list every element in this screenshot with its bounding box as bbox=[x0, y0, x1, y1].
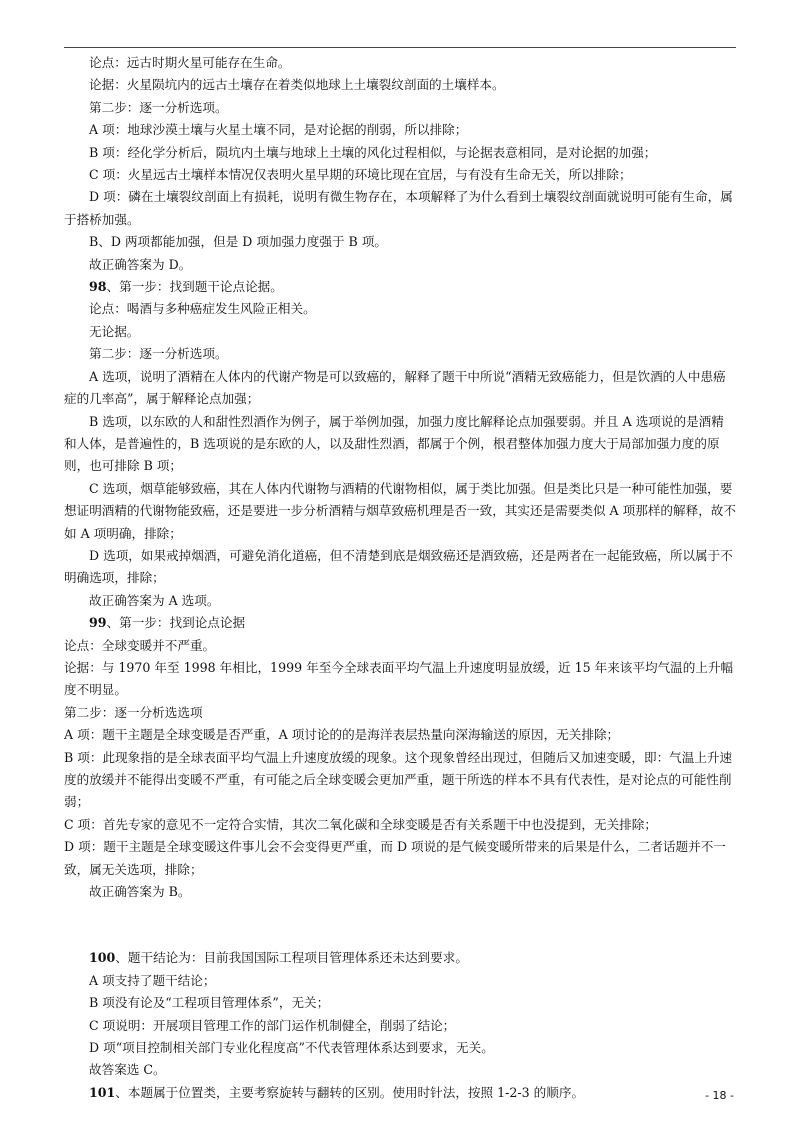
paragraph: B 选项，以东欧的人和甜性烈酒作为例子，属于举例加强，加强力度比解释论点加强要弱。并且 A 选项说的是酒精和人体，是普遍性的，B 选项说的是东欧的人，以及甜性烈酒，都属于个例，根君整体加强力度大于局部加强力度的原则，也可排除 B 项； bbox=[64, 413, 724, 474]
paragraph: B、D 两项都能加强，但是 D 项加强力度强于 B 项。 bbox=[89, 234, 388, 250]
paragraph: C 项：火星远古土壤样本情况仅表明火星早期的环境比现在宜居，与有没有生命无关，所以排除； bbox=[89, 167, 632, 183]
section-gap bbox=[64, 903, 736, 947]
paragraph: 故正确答案为 A 选项。 bbox=[89, 592, 220, 608]
page-number: - 18 - bbox=[705, 1089, 734, 1102]
paragraph: 论据：与 1970 年至 1998 年相比，1999 年至今全球表面平均气温上升速度明显放缓，近 15 年来该平均气温的上升幅度不明显。 bbox=[64, 659, 734, 698]
question-number: 98 bbox=[89, 279, 107, 295]
paragraph: D 项：题干主题是全球变暖这件事儿会不会变得更严重，而 D 项说的是气候变暖所带来的后果是什么，二者话题并不一致，属无关选项，排除； bbox=[64, 839, 726, 877]
paragraph: 故答案选 C。 bbox=[89, 1062, 166, 1078]
question-98-head: 98、第一步：找到题干论点论据。 bbox=[89, 279, 283, 295]
paragraph: A 项：题干主题是全球变暖是否严重，A 项讨论的的是海洋表层热量向深海输送的原因，无关排除； bbox=[64, 727, 620, 743]
paragraph: D 选项，如果戒掉烟酒，可避免消化道癌，但不清楚到底是烟致癌还是酒致癌，还是两者在一起能致癌，所以属于不明确选项，排除； bbox=[64, 547, 733, 586]
paragraph: 第二步：逐一分析选项。 bbox=[89, 346, 228, 362]
paragraph: 故正确答案为 B。 bbox=[89, 884, 191, 900]
page-body bbox=[64, 52, 736, 1104]
paragraph: A 选项，说明了酒精在人体内的代谢产物是可以致癌的，解释了题干中所说“酒精无致癌能力，但是饮酒的人中患癌症的几率高”，属于解释论点加强； bbox=[64, 368, 726, 407]
header-rule bbox=[64, 47, 736, 48]
paragraph: B 项：经化学分析后，陨坑内土壤与地球上土壤的风化过程相似，与论据表意相同，是对论据的加强； bbox=[89, 144, 657, 160]
paragraph: 论点：喝酒与多种癌症发生风险正相关。 bbox=[89, 301, 316, 317]
paragraph: 论据：火星陨坑内的远古土壤存在着类似地球上土壤裂纹剖面的土壤样本。 bbox=[89, 77, 505, 93]
paragraph: C 项：首先专家的意见不一定符合实情，其次二氧化碳和全球变暖是否有关系题干中也没提到，无关排除； bbox=[64, 816, 657, 832]
paragraph: 故正确答案为 D。 bbox=[89, 256, 192, 272]
paragraph: 第二步：逐一分析选项。 bbox=[89, 99, 228, 115]
question-number: 100 bbox=[89, 950, 116, 966]
paragraph: D 项：磷在土壤裂纹剖面上有损耗，说明有微生物存在，本项解释了为什么看到土壤裂纹剖面就说明可能有生命，属于搭桥加强。 bbox=[64, 189, 733, 227]
question-99-head: 99、第一步：找到论点论据 bbox=[89, 615, 246, 631]
paragraph: 第二步：逐一分析选选项 bbox=[64, 704, 203, 720]
paragraph: B 项：此现象指的是全球表面平均气温上升速度放缓的现象。这个现象曾经出现过，但随后又加速变暖，即：气温上升速度的放缓并不能得出变暖不严重，有可能之后全球变暖会更加严重，题干所选的样本不具有代表性，是对论点的可能性削弱； bbox=[64, 749, 733, 810]
paragraph: C 项说明：开展项目管理工作的部门运作机制健全，削弱了结论； bbox=[89, 1017, 456, 1033]
paragraph: D 项“项目控制相关部门专业化程度高”不代表管理体系达到要求，无关。 bbox=[89, 1040, 494, 1056]
paragraph: 无论据。 bbox=[89, 323, 140, 339]
paragraph: C 选项，烟草能够致癌，其在人体内代谢物与酒精的代谢物相似，属于类比加强。但是类比只是一种可能性加强，要想证明酒精的代谢物能致癌，还是要进一步分析酒精与烟草致癌机理是否一致，其实还是需要类似 A 项那样的解释，故不如 A 项明确，排除； bbox=[64, 480, 736, 541]
paragraph: A 项：地球沙漠土壤与火星土壤不同，是对论据的削弱，所以排除； bbox=[89, 122, 468, 138]
question-number: 99 bbox=[89, 615, 107, 631]
paragraph: A 项支持了题干结论； bbox=[89, 972, 216, 988]
question-100-head: 100、题干结论为：目前我国国际工程项目管理体系还未达到要求。 bbox=[89, 950, 468, 966]
question-101-head: 101、本题属于位置类，主要考察旋转与翻转的区别。使用时针法，按照 1-2-3 的顺序。 bbox=[89, 1084, 585, 1100]
paragraph: B 项没有论及“工程项目管理体系”，无关； bbox=[89, 995, 330, 1011]
paragraph: 论点：全球变暖并不严重。 bbox=[64, 637, 216, 653]
question-number: 101 bbox=[89, 1084, 116, 1100]
paragraph: 论点：远古时期火星可能存在生命。 bbox=[89, 55, 291, 70]
